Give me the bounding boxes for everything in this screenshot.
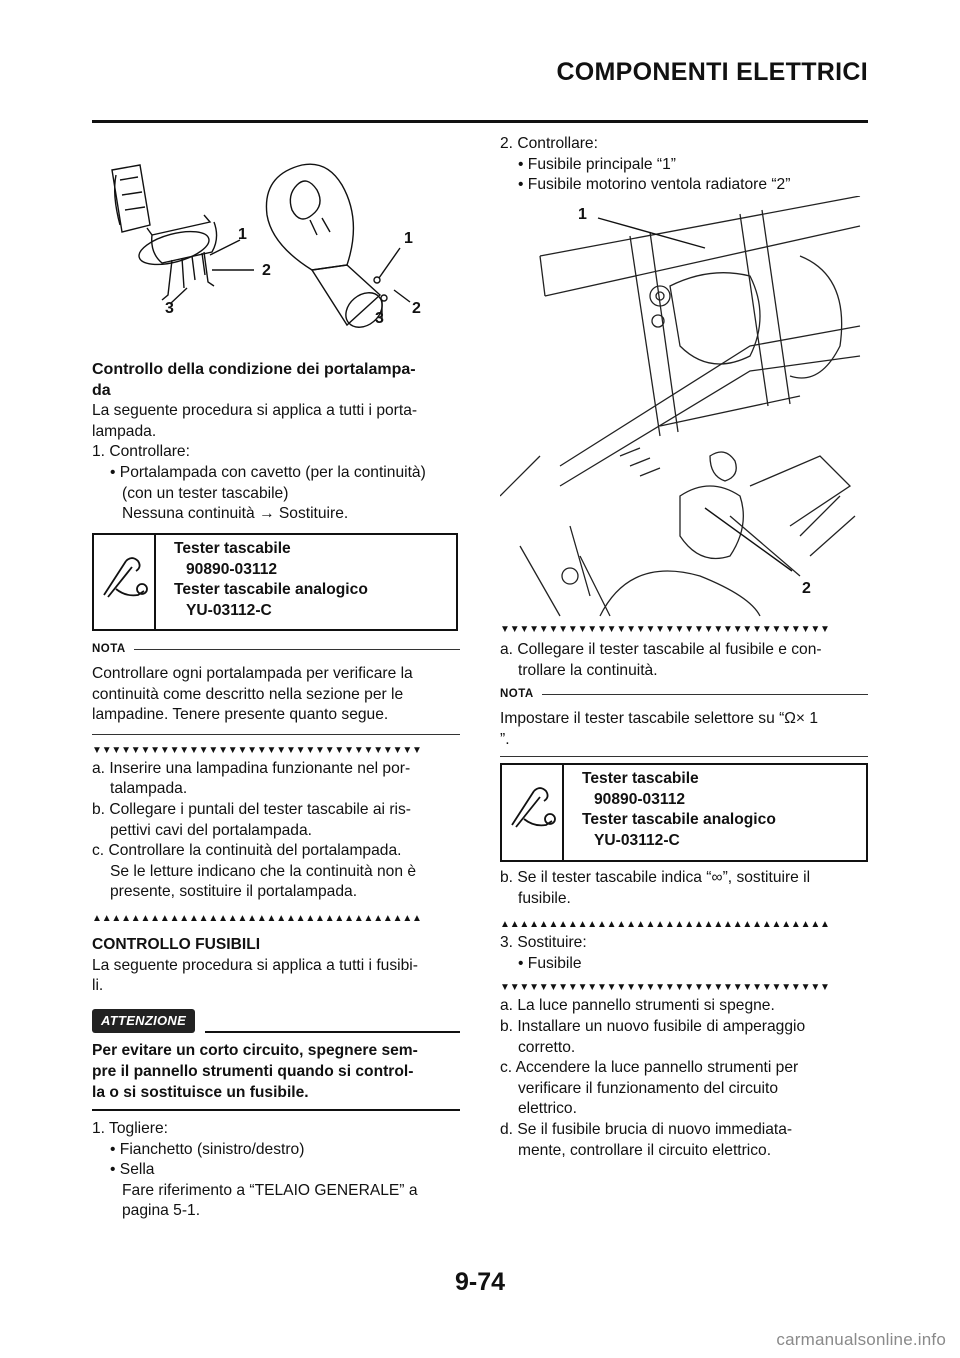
tool-name-2: Tester tascabile analogico [174,581,368,599]
step-replace: 3. Sostituire: [500,934,587,952]
ref-frame: Fare riferimento a “TELAIO GENERALE” a pagina 5-1. [122,1181,418,1220]
header-rule [92,120,868,123]
tool-icon-cell-right [502,765,564,860]
callout-left-1: 1 [238,226,247,243]
left-nota-block [92,640,460,1222]
bullet-main-fuse: • Fusibile principale “1” [518,155,676,173]
tool-number-1: 90890-03112 [186,560,278,578]
nota-end-line-right [500,756,868,757]
nota-end-line [92,734,460,735]
procedure-end-marks-right: ▲▲▲▲▲▲▲▲▲▲▲▲▲▲▲▲▲▲▲▲▲▲▲▲▲▲▲▲▲▲▲▲▲▲ [500,919,830,931]
tool-icon-cell [94,535,156,629]
procedure-end-marks: ▲▲▲▲▲▲▲▲▲▲▲▲▲▲▲▲▲▲▲▲▲▲▲▲▲▲▲▲▲▲▲▲▲▲ [92,912,422,924]
step-check: 1. Controllare: [92,443,190,461]
nota-label-right: NOTA [500,687,534,700]
nota-label: NOTA [92,642,126,655]
bulb-holder-figure [92,140,462,340]
section-title-fuses: CONTROLLO FUSIBILI [92,935,261,953]
right-column-top [500,134,868,196]
photo-callout-2: 2 [802,580,811,597]
special-tool-box-left [92,533,458,631]
special-tool-box-right [500,763,868,862]
tool-text-right [582,769,776,851]
step-b-connect-leads: b. Collegare i puntali del tester tascabile ai ris- pettivi cavi del portalampada. [92,800,411,839]
nota-line-right [542,694,868,695]
bullet-side-cover: • Fianchetto (sinistro/destro) [110,1140,305,1158]
bullet-holder-wire: • Portalampada con cavetto (per la continuità) [110,463,426,481]
fuse-box-photo [500,196,868,620]
step-c-turn-on: c. Accendere la luce pannello strumenti per verificare il funzionamento del circuito elettrico. [500,1059,799,1118]
tool-text [174,539,368,621]
nota-text-right: Impostare il tester tascabile selettore su “Ω× 1 ”. [500,710,819,748]
callout-right-1: 1 [404,230,413,247]
pocket-tester-icon-right [504,779,562,837]
step-c-check-continuity: c. Controllare la continuità del portalampada. Se le letture indicano che la continuità non è presente, sostituire il portalampada. [92,842,417,901]
page-number: 9-74 [454,1268,506,1296]
step-a-connect-fuse: a. Collegare il tester tascabile al fusibile e con- trollare la continuità. [500,641,822,679]
nota-line [134,649,460,650]
callout-left-3: 3 [165,300,174,317]
bullet-seat: • Sella [110,1161,155,1179]
nota-text: Controllare ogni portalampada per verificare la continuità come descritto nella sezione per le lampadine. Tenere presente quanto segue. [92,665,413,724]
procedure-start-marks-right: ▼▼▼▼▼▼▼▼▼▼▼▼▼▼▼▼▼▼▼▼▼▼▼▼▼▼▼▼▼▼▼▼▼▼ [500,624,830,635]
step-b-replace-if-infinite: b. Se il tester tascabile indica “∞”, sostituire il fusibile. [500,869,811,907]
pocket-tester-icon [96,549,154,607]
callout-left-2: 2 [262,262,271,279]
bullet-fan-fuse: • Fusibile motorino ventola radiatore “2” [518,176,791,194]
step-a-insert-bulb: a. Inserire una lampadina funzionante nel por- talampada. [92,759,411,798]
page-header-title: COMPONENTI ELETTRICI [556,58,868,86]
fuse-box-illustration [500,196,868,620]
right-column-steps [500,868,868,1161]
photo-callout-1: 1 [578,206,587,223]
tool-name-1-right: Tester tascabile [582,770,699,787]
tool-name-1: Tester tascabile [174,540,291,557]
watermark: carmanualsonline.info [776,1330,946,1349]
procedure-start-marks-right-2: ▼▼▼▼▼▼▼▼▼▼▼▼▼▼▼▼▼▼▼▼▼▼▼▼▼▼▼▼▼▼▼▼▼▼ [500,982,830,994]
right-column-bottom [500,624,868,757]
fuses-intro: La seguente procedura si applica a tutti i fusibi- li. [92,956,418,995]
tool-number-2: YU-03112-C [186,601,272,619]
procedure-start-marks: ▼▼▼▼▼▼▼▼▼▼▼▼▼▼▼▼▼▼▼▼▼▼▼▼▼▼▼▼▼▼▼▼▼▼ [92,744,422,756]
bullet-holder-result: Nessuna continuità → Sostituire. [122,505,349,523]
step-a-lights-off: a. La luce pannello strumenti si spegne. [500,997,775,1015]
bullet-holder-wire-cont: (con un tester tascabile) [122,484,289,502]
tool-name-2-right: Tester tascabile analogico [582,811,776,829]
bullet-fuse: • Fusibile [518,954,582,972]
attenzione-text: Per evitare un corto circuito, spegnere sem- pre il pannello strumenti quando si control- la o si sostituisce un fusibile. [92,1042,418,1101]
step-d-check-circuit: d. Se il fusibile brucia di nuovo immediata- mente, controllare il circuito elettrico. [500,1120,793,1159]
attenzione-badge: ATTENZIONE [92,1009,195,1034]
left-column [92,360,460,525]
step-check-fuses: 2. Controllare: [500,135,598,152]
tool-number-2-right: YU-03112-C [594,831,680,849]
section-title-bulb-holders: Controllo della condizione dei portalampa- da [92,361,416,399]
step-remove: 1. Togliere: [92,1120,168,1138]
callout-right-3: 3 [375,310,384,327]
attenzione-end-line [92,1109,460,1111]
section-intro: La seguente procedura si applica a tutti i porta- lampada. [92,402,418,440]
step-b-install-fuse: b. Installare un nuovo fusibile di amperaggio corretto. [500,1017,806,1056]
callout-right-2: 2 [412,300,421,317]
attenzione-line [205,1031,460,1033]
tool-number-1-right: 90890-03112 [594,790,686,808]
